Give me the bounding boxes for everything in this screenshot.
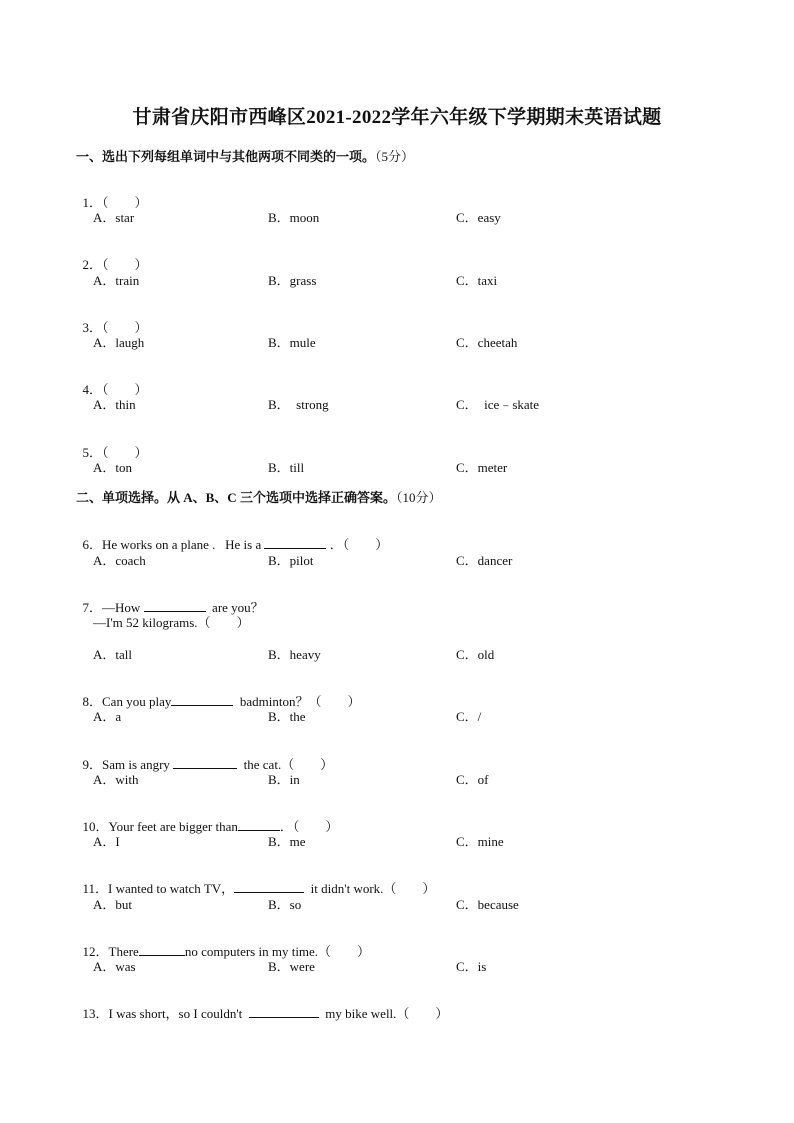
question-text-after: my bike well.（ ） <box>318 1006 449 1021</box>
question-6 <box>76 518 388 553</box>
question-number: 1． <box>82 195 103 210</box>
answer-paren: （ ） <box>102 445 148 460</box>
answer-blank[interactable] <box>144 599 206 612</box>
question-10 <box>76 800 338 835</box>
question-9-options <box>0 769 794 787</box>
option-b: B．moon <box>268 210 320 225</box>
option-c: C． ice﹣skate <box>456 397 540 412</box>
option-c: C．cheetah <box>456 335 518 350</box>
answer-blank[interactable] <box>238 818 280 831</box>
question-number: 5． <box>82 445 103 460</box>
option-b: B．so <box>268 897 302 912</box>
option-b: B．till <box>268 460 305 475</box>
question-text-before: I was short，so I couldn't <box>108 1006 249 1021</box>
option-c: C．is <box>456 959 487 974</box>
option-b: B．in <box>268 772 300 787</box>
question-1 <box>76 176 148 211</box>
question-number: 8． <box>82 694 103 709</box>
option-a: A．tall <box>93 647 132 662</box>
option-a: A．I <box>93 834 120 849</box>
question-7-line2: —I'm 52 kilograms.（ ） <box>93 615 250 630</box>
question-text-after: the cat.（ ） <box>237 757 334 772</box>
question-text-after: no computers in my time.（ ） <box>184 944 371 959</box>
option-a: A．ton <box>93 460 133 475</box>
option-c: C．because <box>456 897 519 912</box>
question-text-after: it didn't work.（ ） <box>304 881 436 896</box>
question-number: 13． <box>82 1006 109 1021</box>
question-number: 12． <box>82 944 109 959</box>
question-number: 3． <box>82 320 103 335</box>
option-c: C．easy <box>456 210 501 225</box>
option-a: A．laugh <box>93 335 145 350</box>
question-number: 9． <box>82 757 103 772</box>
answer-blank[interactable] <box>173 756 237 769</box>
section-1-points: （5分） <box>375 149 415 164</box>
option-c: C．dancer <box>456 553 513 568</box>
question-12 <box>76 925 370 960</box>
answer-blank[interactable] <box>234 880 304 893</box>
answer-blank[interactable] <box>139 943 185 956</box>
question-text-after: ．（ ） <box>279 819 339 834</box>
question-number: 2． <box>82 257 103 272</box>
option-c: C．old <box>456 647 495 662</box>
question-text-before: Sam is angry <box>102 757 174 772</box>
option-b: B．me <box>268 834 306 849</box>
option-b: B．grass <box>268 273 317 288</box>
answer-paren: （ ） <box>102 195 148 210</box>
answer-paren: （ ） <box>102 382 148 397</box>
option-b: B． strong <box>268 397 329 412</box>
question-9 <box>76 738 333 773</box>
question-3 <box>76 301 148 336</box>
section-1-heading <box>76 146 414 165</box>
option-a: A．but <box>93 897 133 912</box>
section-2-heading-text: 二、单项选择。从 A、B、C 三个选项中选择正确答案。 <box>76 490 396 505</box>
option-a: A．a <box>93 709 122 724</box>
question-text-before: He works on a plane . He is a <box>102 537 265 552</box>
question-2 <box>76 238 148 273</box>
question-text-after: are you？ <box>205 600 264 615</box>
option-c: C．mine <box>456 834 504 849</box>
question-1-options <box>0 207 794 225</box>
question-text-before: —How <box>102 600 144 615</box>
question-number: 7． <box>82 600 103 615</box>
question-4 <box>76 363 148 398</box>
question-13 <box>76 987 448 1022</box>
answer-blank[interactable] <box>171 693 233 706</box>
section-2-heading <box>76 487 441 506</box>
option-a: A．was <box>93 959 136 974</box>
option-b: B．the <box>268 709 306 724</box>
option-a: A．star <box>93 210 135 225</box>
option-b: B．pilot <box>268 553 314 568</box>
option-a: A．with <box>93 772 139 787</box>
answer-blank[interactable] <box>249 1005 319 1018</box>
question-text-after: ．（ ） <box>326 537 389 552</box>
question-5 <box>76 426 148 461</box>
question-number: 4． <box>82 382 103 397</box>
option-c: C．of <box>456 772 489 787</box>
option-c: C．meter <box>456 460 508 475</box>
question-6-options <box>0 550 794 568</box>
option-c: C．/ <box>456 709 482 724</box>
question-text-before: I wanted to watch TV， <box>108 881 235 896</box>
section-2-points: （10分） <box>395 490 442 505</box>
question-4-options <box>0 394 794 412</box>
answer-paren: （ ） <box>102 320 148 335</box>
option-b: B．heavy <box>268 647 321 662</box>
option-a: A．train <box>93 273 140 288</box>
answer-paren: （ ） <box>102 257 148 272</box>
option-b: B．were <box>268 959 315 974</box>
question-11-options <box>0 894 794 912</box>
answer-blank[interactable] <box>264 536 326 549</box>
question-7 <box>76 581 264 616</box>
question-8 <box>76 675 360 710</box>
question-3-options <box>0 332 794 350</box>
question-number: 6． <box>82 537 103 552</box>
question-text-before: There <box>108 944 139 959</box>
question-number: 11． <box>82 881 109 896</box>
section-1-heading-text: 一、选出下列每组单词中与其他两项不同类的一项。 <box>76 149 376 164</box>
question-7-options <box>0 644 794 662</box>
question-8-options <box>0 706 794 724</box>
question-11 <box>76 862 435 897</box>
question-number: 10． <box>82 819 109 834</box>
option-a: A．coach <box>93 553 146 568</box>
question-text-before: Can you play <box>102 694 172 709</box>
question-5-options <box>0 457 794 475</box>
question-2-options <box>0 270 794 288</box>
question-12-options <box>0 956 794 974</box>
option-b: B．mule <box>268 335 316 350</box>
question-text-before: Your feet are bigger than <box>108 819 238 834</box>
page-title: 甘肃省庆阳市西峰区2021-2022学年六年级下学期期末英语试题 <box>132 107 662 128</box>
question-text-after: badminton？（ ） <box>233 694 361 709</box>
question-10-options <box>0 831 794 849</box>
option-a: A．thin <box>93 397 136 412</box>
option-c: C．taxi <box>456 273 498 288</box>
